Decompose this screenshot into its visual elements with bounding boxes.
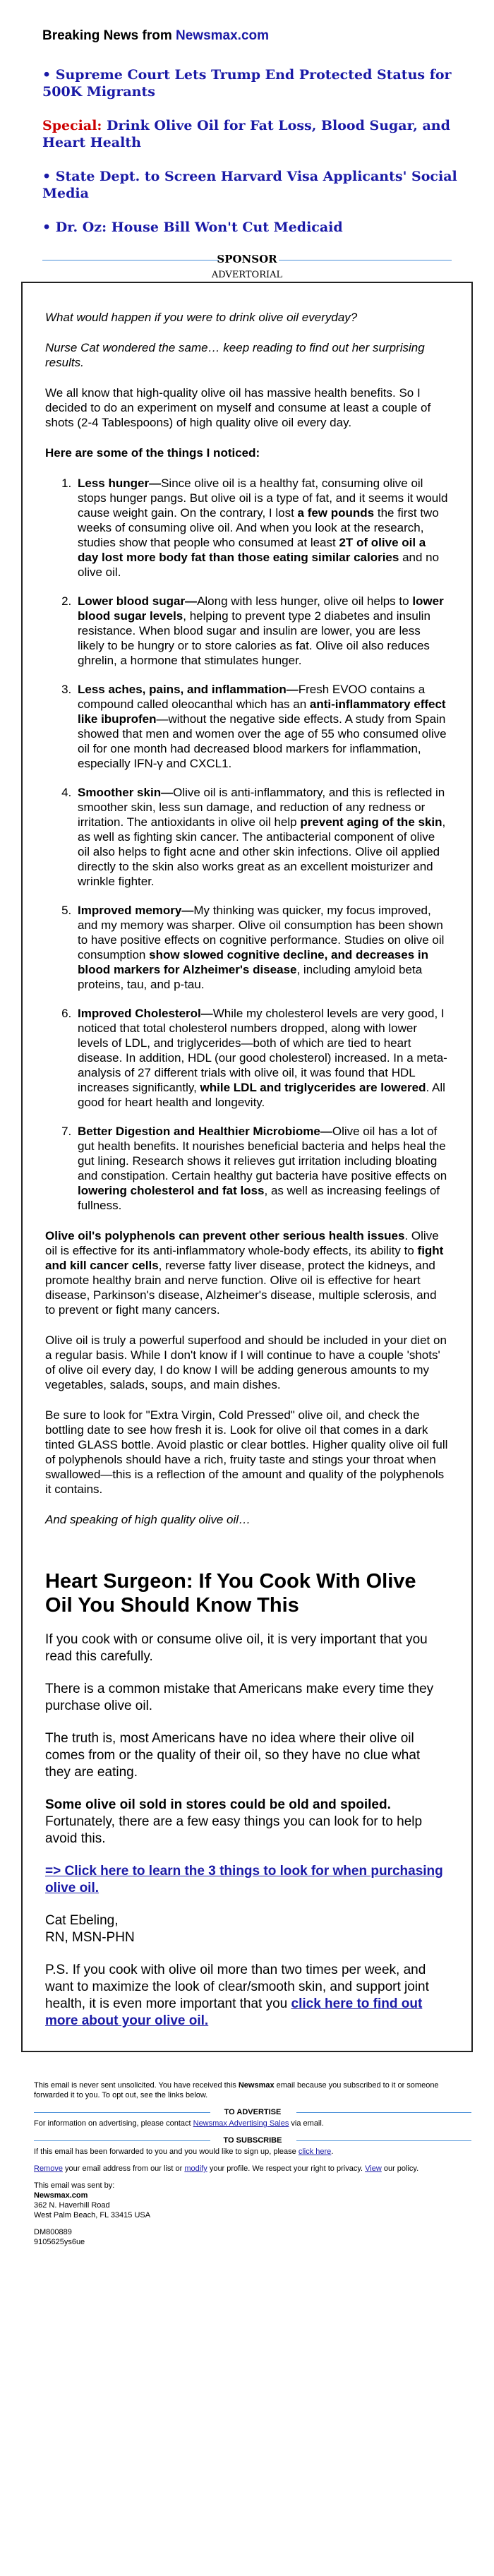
ps-text: P.S. If you cook with olive oil more than two times per week, and want to maximize the look of clear/smooth skin, and support joint health, it is even more important that you	[45, 1963, 429, 2011]
article-heading: Heart Surgeon: If You Cook With Olive Oil You Should Know This	[45, 1570, 416, 1617]
intro-teaser: Nurse Cat wondered the same… keep reading to find out her surprising results.	[45, 341, 425, 369]
item-bold: prevent aging of the skin	[300, 815, 442, 829]
item-text: While my cholesterol levels are very good, I noticed that total cholesterol numbers dropped, along with lower levels of LDL, and triglycerides—both of which are tied to heart disease. In addition, HDL (our good cholesterol) increased. In a meta-analysis of 27 different trials with olive oil, it was found that HDL increases significantly,	[78, 1007, 447, 1094]
tracking-codes	[34, 2227, 471, 2247]
modify-link[interactable]: modify	[184, 2164, 207, 2173]
item-text: and no olive oil.	[78, 551, 440, 579]
brand-prefix: Breaking News from	[42, 28, 176, 43]
buying-tips-paragraph: Be sure to look for "Extra Virgin, Cold Pressed" olive oil, and check the bottling date to see how fresh it is. Look for olive oil that comes in a dark tinted GLASS bottle. Avoid plastic or clear bottles. Higher quality olive oil full of polyphenols should have a rich, fruity taste and stings your throat when swallowed—this is a reflection of the amount and quality of the polyphenols it contains.	[45, 1408, 448, 1496]
ps-paragraph	[45, 1962, 449, 2030]
list-item	[75, 1006, 449, 1110]
item-bold: while LDL and triglycerides are lowered	[200, 1081, 426, 1094]
notice-brand: Newsmax	[238, 2081, 275, 2090]
remove-text: our policy.	[381, 2164, 419, 2173]
item-bold: lowering cholesterol and fat loss	[78, 1184, 265, 1197]
subscribe-line	[34, 2147, 471, 2157]
item-text: Since olive oil is a healthy fat, consuming olive oil stops hunger pangs. But olive oil is a type of fat, and it seems it would cause weight gain. On the contrary, I lost	[78, 477, 448, 520]
advertise-line	[34, 2119, 471, 2128]
list-item	[75, 785, 449, 889]
advertise-text: via email.	[289, 2119, 324, 2128]
advertise-link[interactable]: Newsmax Advertising Sales	[193, 2119, 289, 2128]
item-title: Less aches, pains, and inflammation—	[78, 683, 299, 696]
item-text: Olive oil is anti-inflammatory, and this is reflected in smoother skin, less sun damage, and reduction of any redness or irritation. The antioxidants in olive oil help	[78, 786, 445, 829]
subscribe-title: TO SUBSCRIBE	[223, 2136, 282, 2145]
item-title: Less hunger—	[78, 477, 162, 490]
polyphenols-paragraph	[45, 1228, 449, 1317]
remove-link[interactable]: Remove	[34, 2164, 63, 2173]
item-title: Better Digestion and Healthier Microbiome—	[78, 1125, 332, 1138]
cta-link[interactable]: => Click here to learn the 3 things to look for when purchasing olive oil.	[45, 1864, 443, 1895]
sender-address: West Palm Beach, FL 33415 USA	[34, 2211, 151, 2219]
headline-text[interactable]: Drink Olive Oil for Fat Loss, Blood Sugar, and Heart Health	[42, 118, 450, 150]
superfood-paragraph: Olive oil is truly a powerful superfood and should be included in your diet on a regular basis. While I don't know if I will continue to have a couple 'shots' of olive oil every day, I do know I will be adding generous amounts to my vegetables, salads, soups, and main dishes.	[45, 1334, 447, 1391]
email-footer	[0, 2052, 471, 2247]
headline-bullet: •	[42, 169, 56, 184]
item-text: . All good for heart health and longevity.	[78, 1081, 445, 1109]
item-text: My thinking was quicker, my focus improved, and my memory was sharper. Olive oil consumption has been shown to have positive effects on cognitive performance. Studies on olive oil consumption	[78, 904, 445, 961]
poly-bold: fight and kill cancer cells	[45, 1244, 444, 1272]
advertise-divider	[34, 2107, 471, 2117]
view-policy-link[interactable]: View	[365, 2164, 382, 2173]
item-title: Improved Cholesterol—	[78, 1007, 213, 1020]
item-bold: a few pounds	[297, 506, 375, 520]
tracking-code: 9105625ys6ue	[34, 2238, 85, 2246]
headline-text[interactable]: State Dept. to Screen Harvard Visa Applicants' Social Media	[42, 169, 457, 201]
spoiled-bold: Some olive oil sold in stores could be old and spoiled.	[45, 1797, 391, 1812]
item-bold: lower blood sugar levels	[78, 594, 444, 623]
intro-question: What would happen if you were to drink olive oil everyday?	[45, 311, 358, 324]
sender-address: 362 N. Haverhill Road	[34, 2201, 110, 2210]
subscribe-text: If this email has been forwarded to you and you would like to sign up, please	[34, 2147, 299, 2156]
item-text: Fresh EVOO contains a compound called oleocanthal which has an	[78, 683, 426, 711]
item-text: , including amyloid beta proteins, tau, and p-tau.	[78, 963, 423, 991]
headline-3[interactable]	[42, 168, 466, 202]
poly-bold: Olive oil's polyphenols can prevent other serious health issues	[45, 1229, 405, 1242]
item-title: Smoother skin—	[78, 786, 174, 799]
remove-text: your email address from our list or	[62, 2164, 185, 2173]
item-text: Along with less hunger, olive oil helps to	[197, 594, 413, 608]
intro-paragraph: We all know that high-quality olive oil has massive health benefits. So I decided to do an experiment on myself and consume at least a couple of shots (2-4 Tablespoons) of high quality olive oil every day.	[45, 386, 431, 429]
headline-bullet: •	[42, 67, 56, 83]
headline-text[interactable]: Supreme Court Lets Trump End Protected Status for 500K Migrants	[42, 67, 452, 100]
advertorial-label: ADVERTORIAL	[211, 270, 283, 280]
item-text: Olive oil has a lot of gut health benefits. It nourishes beneficial bacteria and helps heal the gut lining. Research shows it relieves gut irritation including bloating and constipation. Certain healthy gut bacteria have positive effects on	[78, 1125, 447, 1182]
advertorial-box	[21, 282, 473, 2052]
spoiled-text: Fortunately, there are a few easy things you can look for to help avoid this.	[45, 1814, 423, 1846]
item-title: Improved memory—	[78, 904, 194, 917]
item-bold: 2T of olive oil a day lost more body fat than those eating similar calories	[78, 536, 426, 564]
advertise-text: For information on advertising, please contact	[34, 2119, 193, 2128]
sender-company: Newsmax.com	[34, 2191, 88, 2200]
email-header	[0, 0, 494, 236]
headline-2[interactable]	[42, 117, 466, 151]
noticed-heading: Here are some of the things I noticed:	[45, 446, 260, 460]
poly-text: . Olive oil is effective for its anti-inflammatory whole-body effects, its ability to	[45, 1229, 439, 1257]
item-text: , helping to prevent type 2 diabetes and insulin resistance. When blood sugar and insulin are lower, you are less likely to be hungry or to store calories as fat. Olive oil also reduces ghrelin, a hormone that stimulates hunger.	[78, 609, 430, 667]
sponsor-divider	[0, 253, 494, 267]
advertise-title: TO ADVERTISE	[224, 2108, 282, 2116]
brand-line	[42, 28, 494, 44]
footer-notice	[34, 2080, 471, 2100]
speaking-line: And speaking of high quality olive oil…	[45, 1513, 251, 1526]
item-text: , as well as fighting skin cancer. The antibacterial component of olive oil also helps to fight acne and other skin infections. Olive oil applied directly to the skin also works great as an excellent moisturizer and wrinkle fighter.	[78, 815, 446, 888]
remove-text: your profile. We respect your right to privacy.	[207, 2164, 366, 2173]
sponsor-label: SPONSOR	[217, 253, 277, 265]
item-bold: show slowed cognitive decline, and decreases in blood markers for Alzheimer's disease	[78, 948, 428, 976]
article-paragraph: There is a common mistake that Americans make every time they purchase olive oil.	[45, 1682, 434, 1713]
article-paragraph: If you cook with or consume olive oil, it is very important that you read this carefully.	[45, 1632, 428, 1664]
article-paragraph	[45, 1797, 449, 1847]
brand-link[interactable]: Newsmax.com	[176, 28, 270, 43]
special-label: Special:	[42, 118, 107, 133]
article-paragraph: The truth is, most Americans have no idea where their olive oil comes from or the quality of their oil, so they have no clue what they are eating.	[45, 1731, 421, 1780]
notice-text: email because you subscribed to it or someone forwarded it to you. To opt out, see the links below.	[34, 2081, 439, 2099]
subscribe-divider	[34, 2135, 471, 2145]
item-text: , as well as increasing feelings of fullness.	[78, 1184, 440, 1212]
notice-text: This email is never sent unsolicited. You have received this	[34, 2081, 239, 2090]
subscribe-link[interactable]: click here	[298, 2147, 332, 2156]
poly-text: , reverse fatty liver disease, protect the kidneys, and promote healthy brain and nerve function. Olive oil is effective for heart disease, Parkinson's disease, Alzheimer's disease, multiple sclerosis, and to prevent or fight many cancers.	[45, 1259, 437, 1317]
list-item	[75, 594, 449, 668]
headline-4[interactable]	[42, 219, 466, 236]
item-text: the first two weeks of consuming olive oil. And when you look at the research, studies show that people who consumed at least	[78, 506, 439, 549]
headline-1[interactable]	[42, 66, 466, 100]
sent-by-label: This email was sent by:	[34, 2181, 115, 2190]
list-item	[75, 1124, 449, 1213]
remove-line	[34, 2164, 471, 2174]
headline-text[interactable]: Dr. Oz: House Bill Won't Cut Medicaid	[55, 220, 343, 235]
item-text: —without the negative side effects. A study from Spain showed that men and women over the age of 55 who consumed olive oil for one month had decreased blood markers for inflammation, especially IFN-γ and CXCL1.	[78, 712, 447, 770]
ps-link[interactable]: click here to find out more about your olive oil.	[45, 1996, 423, 2028]
tracking-code: DM800889	[34, 2228, 72, 2236]
signature-title: RN, MSN-PHN	[45, 1930, 135, 1945]
item-title: Lower blood sugar—	[78, 594, 198, 608]
benefits-list	[45, 476, 449, 1213]
headline-bullet: •	[42, 220, 56, 235]
signature-name: Cat Ebeling,	[45, 1913, 119, 1928]
list-item	[75, 682, 449, 771]
item-bold: anti-inflammatory effect like ibuprofen	[78, 697, 446, 726]
cta-paragraph	[45, 1863, 449, 1897]
list-item	[75, 476, 449, 580]
subscribe-text: .	[331, 2147, 334, 2156]
list-item	[75, 903, 449, 992]
sender-block	[34, 2181, 471, 2220]
